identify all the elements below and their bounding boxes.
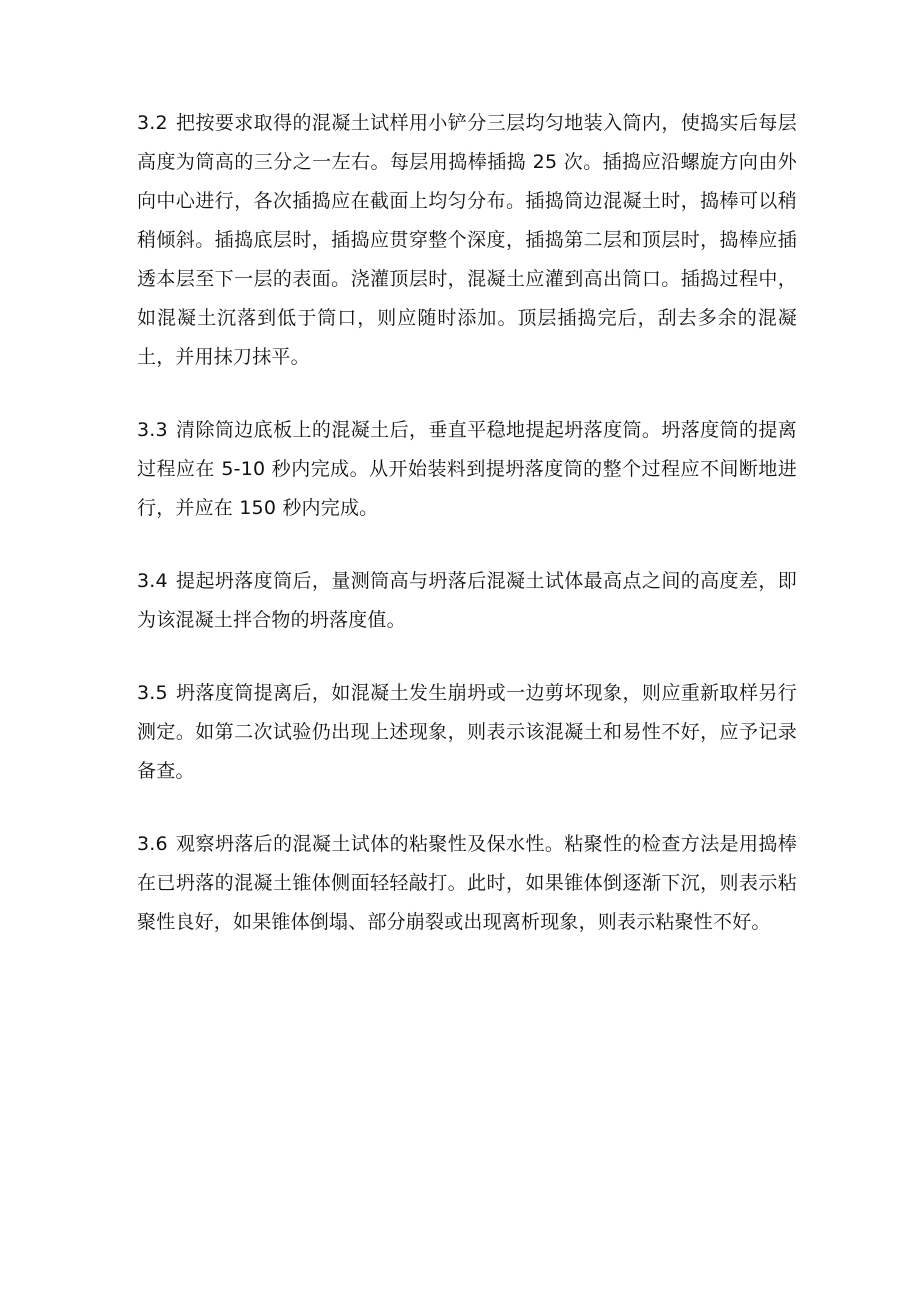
paragraph-3-4 — [137, 562, 797, 640]
paragraph-3-5 — [137, 674, 797, 791]
document-page — [137, 104, 797, 976]
paragraph-3-2 — [137, 104, 797, 377]
paragraph-number: 3.6 — [137, 833, 168, 855]
paragraph-number: 3.2 — [137, 112, 168, 134]
paragraph-3-6 — [137, 825, 797, 942]
paragraph-number: 3.4 — [137, 570, 168, 592]
paragraph-text: 观察坍落后的混凝土试体的粘聚性及保水性。粘聚性的检查方法是用捣棒在已坍落的混凝土锥体侧面轻轻敲打。此时，如果锥体倒逐渐下沉，则表示粘聚性良好，如果锥体倒塌、部分崩裂或出现离析现象，则表示粘聚性不好。 — [137, 833, 797, 933]
paragraph-text: 提起坍落度筒后，量测筒高与坍落后混凝土试体最高点之间的高度差，即为该混凝土拌合物的坍落度值。 — [137, 570, 797, 631]
paragraph-3-3 — [137, 411, 797, 528]
paragraph-text: 清除筒边底板上的混凝土后，垂直平稳地提起坍落度筒。坍落度筒的提离过程应在 5-10 秒内完成。从开始装料到提坍落度筒的整个过程应不间断地进行，并应在 150 秒内完成。 — [137, 419, 797, 519]
paragraph-number: 3.5 — [137, 682, 168, 704]
paragraph-text: 把按要求取得的混凝土试样用小铲分三层均匀地装入筒内，使捣实后每层高度为筒高的三分之一左右。每层用捣棒插捣 25 次。插捣应沿螺旋方向由外向中心进行，各次插捣应在截面上均匀分布。插捣筒边混凝土时，捣棒可以稍稍倾斜。插捣底层时，插捣应贯穿整个深度，插捣第二层和顶层时，捣棒应插透本层至下一层的表面。浇灌顶层时，混凝土应灌到高出筒口。插捣过程中，如混凝土沉落到低于筒口，则应随时添加。顶层插捣完后，刮去多余的混凝土，并用抹刀抹平。 — [137, 112, 797, 368]
paragraph-text: 坍落度筒提离后，如混凝土发生崩坍或一边剪坏现象，则应重新取样另行测定。如第二次试验仍出现上述现象，则表示该混凝土和易性不好，应予记录备查。 — [137, 682, 797, 782]
paragraph-number: 3.3 — [137, 419, 168, 441]
